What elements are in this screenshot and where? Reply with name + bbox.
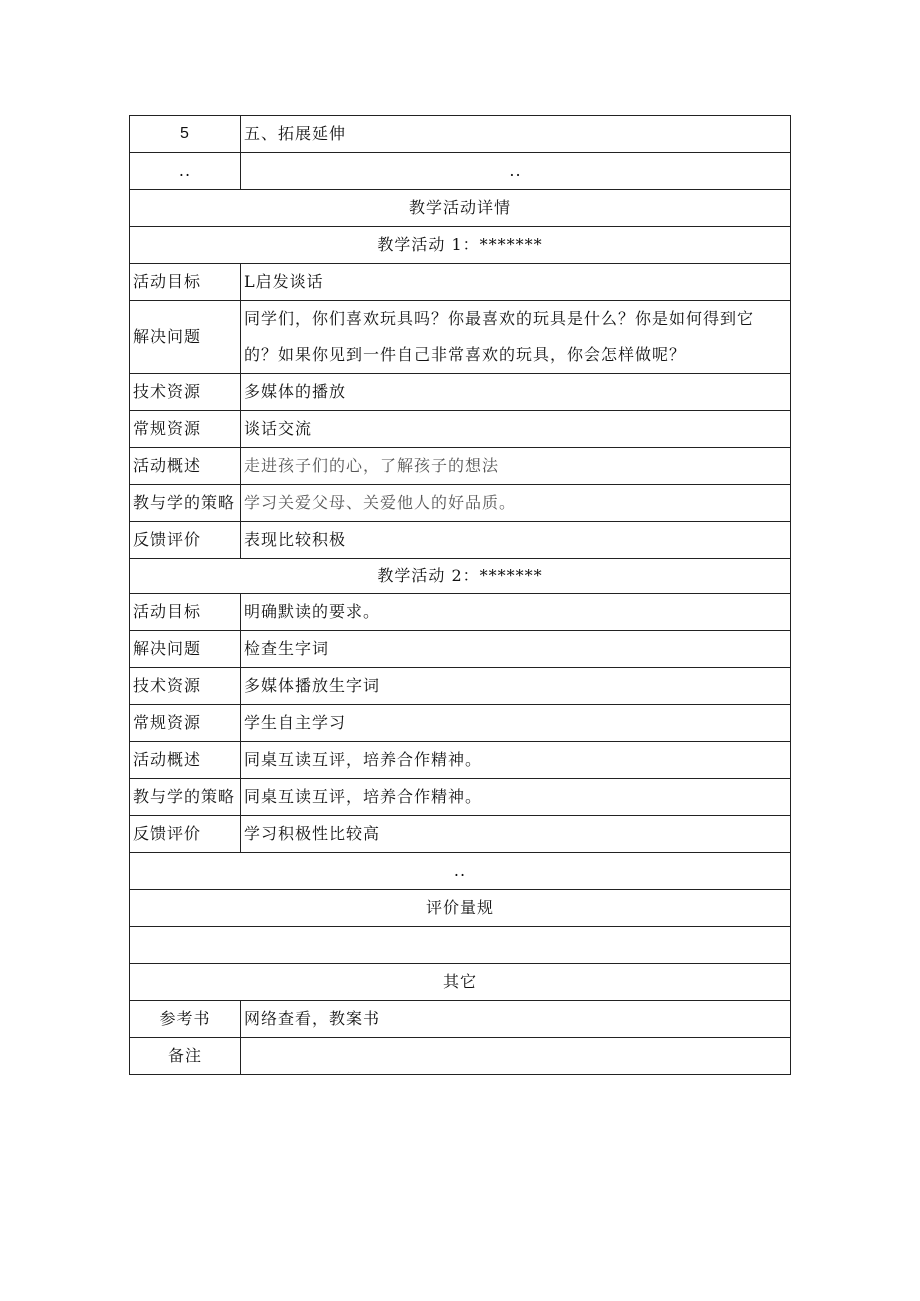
row-value: 网络查看，教案书: [241, 1001, 791, 1038]
table-row: [130, 448, 791, 485]
section-heading-row: [130, 190, 791, 227]
table-row: [130, 668, 791, 705]
table-row: [130, 742, 791, 779]
table-row: [130, 485, 791, 522]
table-row: [130, 411, 791, 448]
row-label: 教与学的策略: [130, 485, 241, 522]
row-value: 检查生字词: [241, 631, 791, 668]
table-row: [130, 816, 791, 853]
table-row: [130, 631, 791, 668]
row-value: 明确默读的要求。: [241, 594, 791, 631]
activity-heading-row: [130, 227, 791, 264]
lesson-plan-table: [129, 115, 791, 1075]
ellipsis-row: [130, 853, 791, 890]
row-label: 技术资源: [130, 668, 241, 705]
section-number: 5: [130, 116, 241, 153]
table-row: [130, 264, 791, 301]
section-heading: 教学活动详情: [130, 190, 791, 227]
row-label: 常规资源: [130, 411, 241, 448]
activity-heading: 教学活动 1：*******: [130, 227, 791, 264]
row-value: L启发谈话: [241, 264, 791, 301]
row-label: 解决问题: [130, 631, 241, 668]
row-value: 学习积极性比较高: [241, 816, 791, 853]
row-label: 常规资源: [130, 705, 241, 742]
row-label: 活动目标: [130, 594, 241, 631]
row-value: 同学们，你们喜欢玩具吗？你最喜欢的玩具是什么？你是如何得到它的？如果你见到一件自己非常喜欢的玩具，你会怎样做呢？: [241, 301, 791, 374]
table-row: [130, 522, 791, 559]
row-value: 学生自主学习: [241, 705, 791, 742]
row-value: 同桌互读互评，培养合作精神。: [241, 742, 791, 779]
row-value: 表现比较积极: [241, 522, 791, 559]
section-title: 五、拓展延伸: [241, 116, 791, 153]
row-value: [241, 1038, 791, 1075]
other-heading-row: [130, 964, 791, 1001]
rubric-heading-row: [130, 890, 791, 927]
table-row: [130, 1001, 791, 1038]
rubric-content-row: [130, 927, 791, 964]
ellipsis-left: ..: [130, 153, 241, 190]
header-row: [130, 116, 791, 153]
row-label: 活动概述: [130, 742, 241, 779]
row-value: 同桌互读互评，培养合作精神。: [241, 779, 791, 816]
activity-heading: 教学活动 2：*******: [130, 559, 791, 594]
row-label: 备注: [130, 1038, 241, 1075]
ellipsis-row: [130, 153, 791, 190]
row-value: 谈话交流: [241, 411, 791, 448]
row-label: 活动目标: [130, 264, 241, 301]
table-row: [130, 374, 791, 411]
row-label: 教与学的策略: [130, 779, 241, 816]
other-heading: 其它: [130, 964, 791, 1001]
row-label: 参考书: [130, 1001, 241, 1038]
row-value: 学习关爱父母、关爱他人的好品质。: [241, 485, 791, 522]
table-row: [130, 705, 791, 742]
ellipsis: ..: [130, 853, 791, 890]
table-row: [130, 594, 791, 631]
row-value: 走进孩子们的心，了解孩子的想法: [241, 448, 791, 485]
row-value: 多媒体的播放: [241, 374, 791, 411]
row-value: 多媒体播放生字词: [241, 668, 791, 705]
row-label: 反馈评价: [130, 816, 241, 853]
rubric-content: [130, 927, 791, 964]
table-row: [130, 779, 791, 816]
ellipsis-right: ..: [241, 153, 791, 190]
row-label: 反馈评价: [130, 522, 241, 559]
row-label: 解决问题: [130, 301, 241, 374]
row-label: 技术资源: [130, 374, 241, 411]
table-row: [130, 301, 791, 374]
table-row: [130, 1038, 791, 1075]
row-label: 活动概述: [130, 448, 241, 485]
rubric-heading: 评价量规: [130, 890, 791, 927]
activity-heading-row: [130, 559, 791, 594]
